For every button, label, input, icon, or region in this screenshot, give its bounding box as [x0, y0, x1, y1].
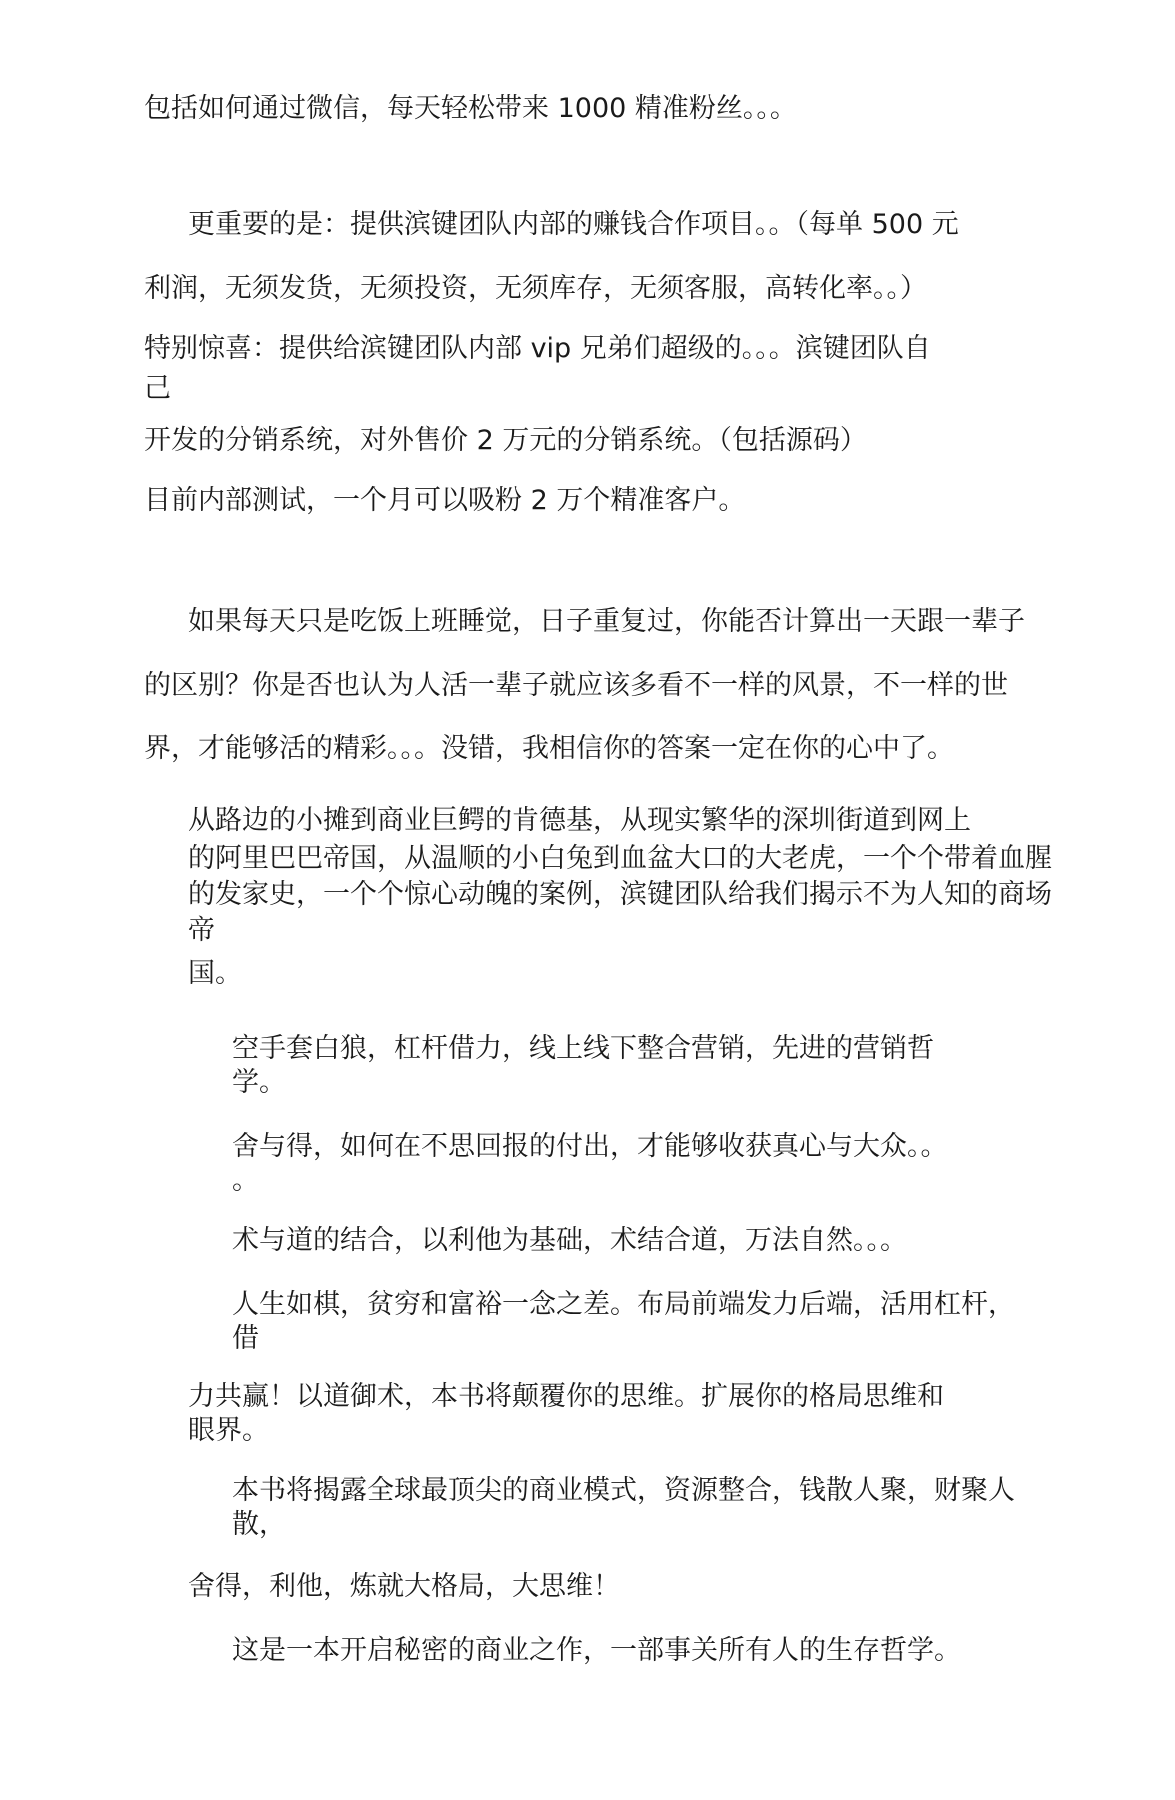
text-line-22: 借 [232, 1323, 259, 1354]
text-line-18: 舍与得，如何在不思回报的付出，才能够收获真心与大众。。 [232, 1131, 948, 1162]
text-line-5: 己 [144, 373, 171, 404]
text-line-3: 利润，无须发货，无须投资，无须库存，无须客服，高转化率。。） [144, 273, 927, 304]
text-line-12: 的阿里巴巴帝国，从温顺的小白兔到血盆大口的大老虎，一个个带着血腥 [188, 843, 1052, 874]
text-line-11: 从路边的小摊到商业巨鳄的肯德基，从现实繁华的深圳街道到网上 [188, 805, 971, 836]
text-line-19: 。 [232, 1165, 259, 1196]
text-line-24: 眼界。 [188, 1415, 269, 1446]
text-line-20: 术与道的结合，以利他为基础，术结合道，万法自然。。。 [232, 1225, 907, 1256]
text-line-4: 特别惊喜：提供给滨键团队内部 vip 兄弟们超级的。。。滨键团队自 [144, 333, 931, 364]
text-line-1: 包括如何通过微信，每天轻松带来 1000 精准粉丝。。。 [144, 93, 797, 124]
text-line-10: 界，才能够活的精彩。。。没错，我相信你的答案一定在你的心中了。 [144, 733, 954, 764]
text-line-27: 舍得，利他，炼就大格局，大思维！ [188, 1571, 620, 1602]
text-line-2: 更重要的是：提供滨键团队内部的赚钱合作项目。。（每单 500 元 [188, 209, 959, 240]
text-line-26: 散， [232, 1509, 286, 1540]
text-line-14: 帝 [188, 915, 215, 946]
text-line-23: 力共赢！以道御术，本书将颠覆你的思维。扩展你的格局思维和 [188, 1381, 944, 1412]
text-line-28: 这是一本开启秘密的商业之作，一部事关所有人的生存哲学。 [232, 1635, 961, 1666]
text-line-6: 开发的分销系统，对外售价 2 万元的分销系统。（包括源码） [144, 425, 867, 456]
text-line-8: 如果每天只是吃饭上班睡觉，日子重复过，你能否计算出一天跟一辈子 [188, 606, 1025, 637]
text-line-21: 人生如棋，贫穷和富裕一念之差。布局前端发力后端，活用杠杆， [232, 1289, 1015, 1320]
text-line-7: 目前内部测试，一个月可以吸粉 2 万个精准客户。 [144, 485, 746, 516]
text-line-15: 国。 [188, 958, 242, 989]
text-line-17: 学。 [232, 1067, 286, 1098]
text-line-9: 的区别？你是否也认为人活一辈子就应该多看不一样的风景，不一样的世 [144, 670, 1008, 701]
text-line-13: 的发家史，一个个惊心动魄的案例，滨键团队给我们揭示不为人知的商场 [188, 879, 1052, 910]
text-line-25: 本书将揭露全球最顶尖的商业模式，资源整合，钱散人聚，财聚人 [232, 1475, 1015, 1506]
text-line-16: 空手套白狼，杠杆借力，线上线下整合营销，先进的营销哲 [232, 1033, 934, 1064]
